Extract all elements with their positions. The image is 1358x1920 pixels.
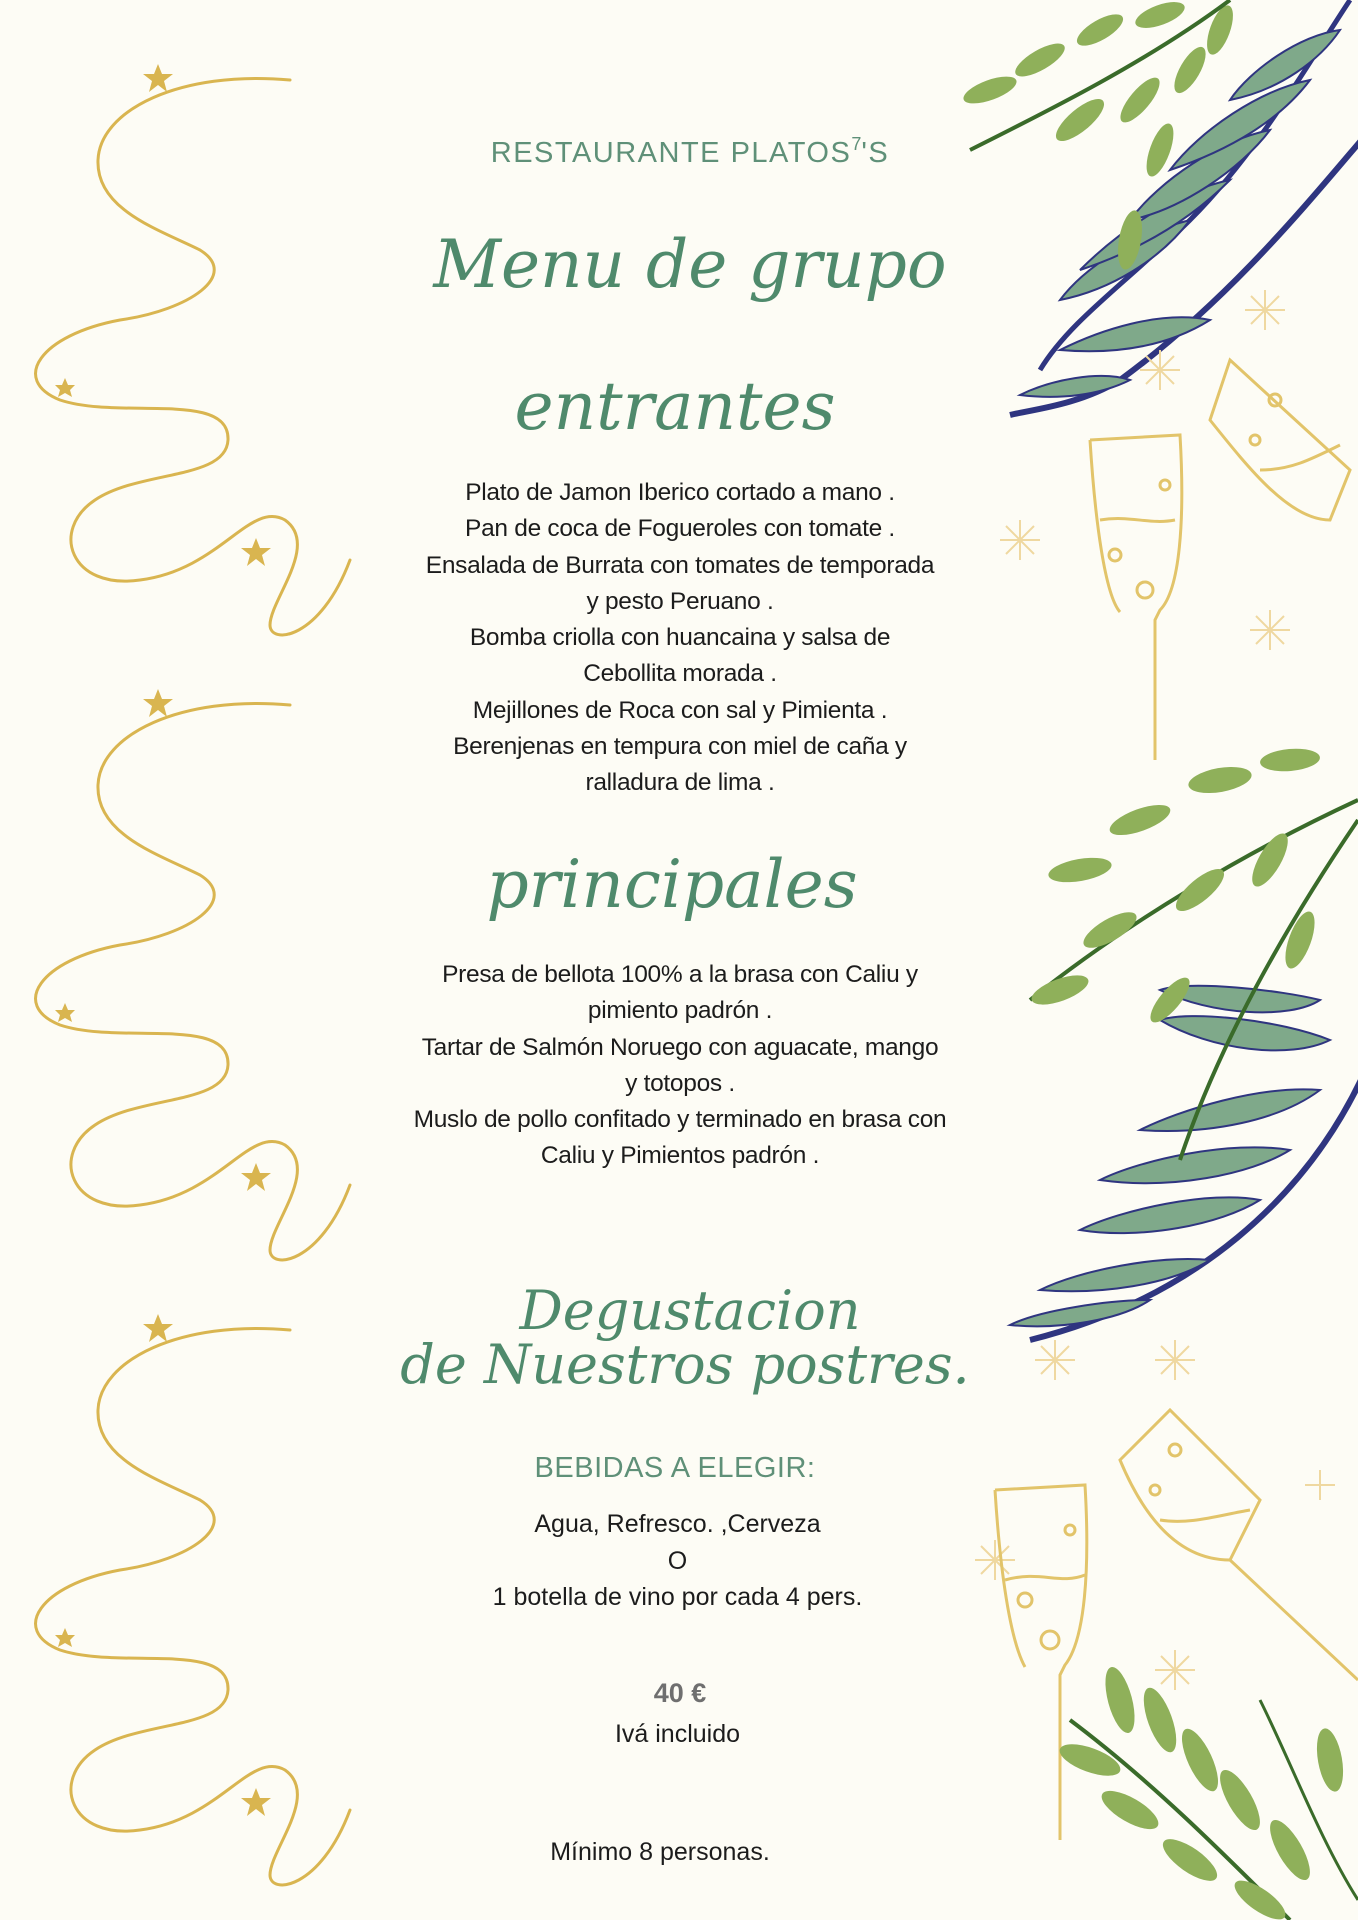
menu-title: Menu de grupo <box>433 226 947 303</box>
list-item: Mejillones de Roca con sal y Pimienta . <box>472 696 888 724</box>
iva-note: Ivá incluido <box>614 1720 741 1748</box>
bebidas-heading: BEBIDAS A ELEGIR: <box>534 1452 816 1484</box>
bottom-leaf-branch <box>1056 1664 1358 1920</box>
list-item: y pesto Peruano . <box>586 587 774 615</box>
list-item: Ensalada de Burrata con tomates de temporada <box>425 551 935 579</box>
principales-list <box>380 957 980 1175</box>
list-item: Bomba criolla con huancaina y salsa de <box>469 624 891 652</box>
price: 40 € <box>653 1678 707 1708</box>
gold-swirl-ribbon-decoration <box>0 0 380 1920</box>
list-item: Plato de Jamon Iberico cortado a mano . <box>465 479 895 506</box>
list-item: y totopos . <box>625 1069 735 1097</box>
restaurant-name-suffix: 'S <box>861 137 890 169</box>
list-item: pimiento padrón . <box>587 997 773 1025</box>
list-item: Berenjenas en tempura con miel de caña y <box>453 733 907 761</box>
middle-leaf-branch <box>1010 746 1358 1340</box>
restaurant-name-superscript: 7 <box>851 134 862 154</box>
minimum-people-note: Mínimo 8 personas. <box>550 1838 770 1866</box>
champagne-glasses-upper <box>1090 360 1350 760</box>
list-item: ralladura de lima . <box>585 769 775 797</box>
entrantes-list <box>380 475 980 802</box>
list-item: Cebollita morada . <box>583 660 777 688</box>
principales-heading: principales <box>486 846 858 923</box>
foliage-champagne-decoration <box>930 0 1358 1920</box>
list-item: Caliu y Pimientos padrón . <box>540 1142 820 1170</box>
list-item: Presa de bellota 100% a la brasa con Caliu y <box>442 961 918 988</box>
champagne-glasses-lower <box>995 1410 1358 1840</box>
postres-heading-line1: Degustacion <box>519 1279 861 1342</box>
list-item: Pan de coca de Fogueroles con tomate . <box>465 515 895 543</box>
list-item: Tartar de Salmón Noruego con aguacate, mango <box>421 1033 939 1061</box>
restaurant-name-main: RESTAURANTE PLATOS <box>490 137 852 169</box>
entrantes-heading: entrantes <box>514 368 836 445</box>
list-item: Agua, Refresco. ,Cerveza <box>534 1510 821 1538</box>
restaurant-name <box>430 134 950 170</box>
list-item: O <box>667 1546 688 1575</box>
list-item: 1 botella de vino por cada 4 pers. <box>492 1583 863 1611</box>
bebidas-list <box>380 1506 975 1616</box>
postres-heading-line2: de Nuestros postres. <box>400 1333 970 1396</box>
postres-heading <box>390 1279 990 1396</box>
list-item: Muslo de pollo confitado y terminado en brasa con <box>413 1106 947 1134</box>
